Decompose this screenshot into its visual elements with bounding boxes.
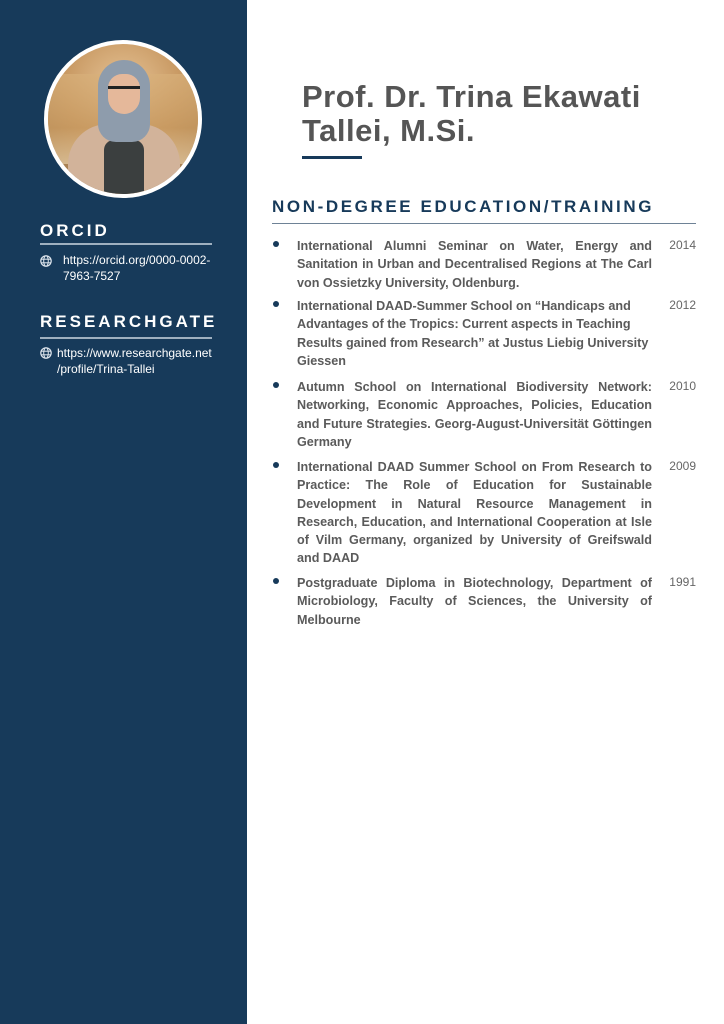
globe-icon — [40, 347, 52, 359]
researchgate-heading: RESEARCHGATE — [40, 312, 218, 331]
globe-icon — [40, 255, 52, 267]
researchgate-divider — [40, 337, 212, 339]
sidebar — [0, 0, 247, 1024]
profile-name: Prof. Dr. Trina Ekawati Tallei, M.Si. — [302, 79, 641, 148]
training-description: Autumn School on International Biodiversity Network: Networking, Economic Approaches, Policies, Education and Future Strategies. Georg-August-Universität Göttingen Germany — [297, 380, 652, 449]
training-year: 2014 — [669, 238, 696, 252]
bullet-icon — [273, 578, 279, 584]
bullet-icon — [273, 382, 279, 388]
bullet-icon — [273, 462, 279, 468]
training-year: 2012 — [669, 298, 696, 312]
researchgate-link-line1: https://www.researchgate.net — [57, 346, 212, 360]
bullet-icon — [273, 301, 279, 307]
orcid-heading: ORCID — [40, 221, 110, 240]
section-title: NON-DEGREE EDUCATION/TRAINING — [272, 197, 655, 216]
photo-glasses — [108, 86, 140, 97]
orcid-link[interactable] — [63, 252, 210, 284]
training-description: International DAAD-Summer School on “Handicaps and Advantages of the Tropics: Current aspects in Teaching Results gained from Research” at Justus Liebig University Giessen — [297, 299, 649, 368]
training-description: Postgraduate Diploma in Biotechnology, Department of Microbiology, Faculty of Sciences, the University of Melbourne — [297, 576, 652, 627]
training-year: 2009 — [669, 459, 696, 473]
orcid-divider — [40, 243, 212, 245]
training-description: International Alumni Seminar on Water, Energy and Sanitation in Urban and Decentralised Regions at The Carl von Ossietzky University, Oldenburg. — [297, 239, 652, 290]
orcid-link-line2: 7963-7527 — [63, 269, 121, 283]
section-divider — [272, 223, 696, 224]
training-year: 1991 — [669, 575, 696, 589]
researchgate-link[interactable] — [57, 345, 212, 377]
researchgate-link-line2: /profile/Trina-Tallei — [57, 362, 155, 376]
bullet-icon — [273, 241, 279, 247]
training-year: 2010 — [669, 379, 696, 393]
photo-shirt — [104, 140, 144, 198]
name-underline — [302, 156, 362, 159]
training-description: International DAAD Summer School on From Research to Practice: The Role of Education for Sustainable Development in Natural Resource Management in Research, Education, and International Cooperation at Isle of Vilm Germany, organized by University of Greifswald and DAAD — [297, 460, 652, 566]
orcid-link-line1: https://orcid.org/0000-0002- — [63, 253, 211, 267]
profile-photo — [44, 40, 202, 198]
